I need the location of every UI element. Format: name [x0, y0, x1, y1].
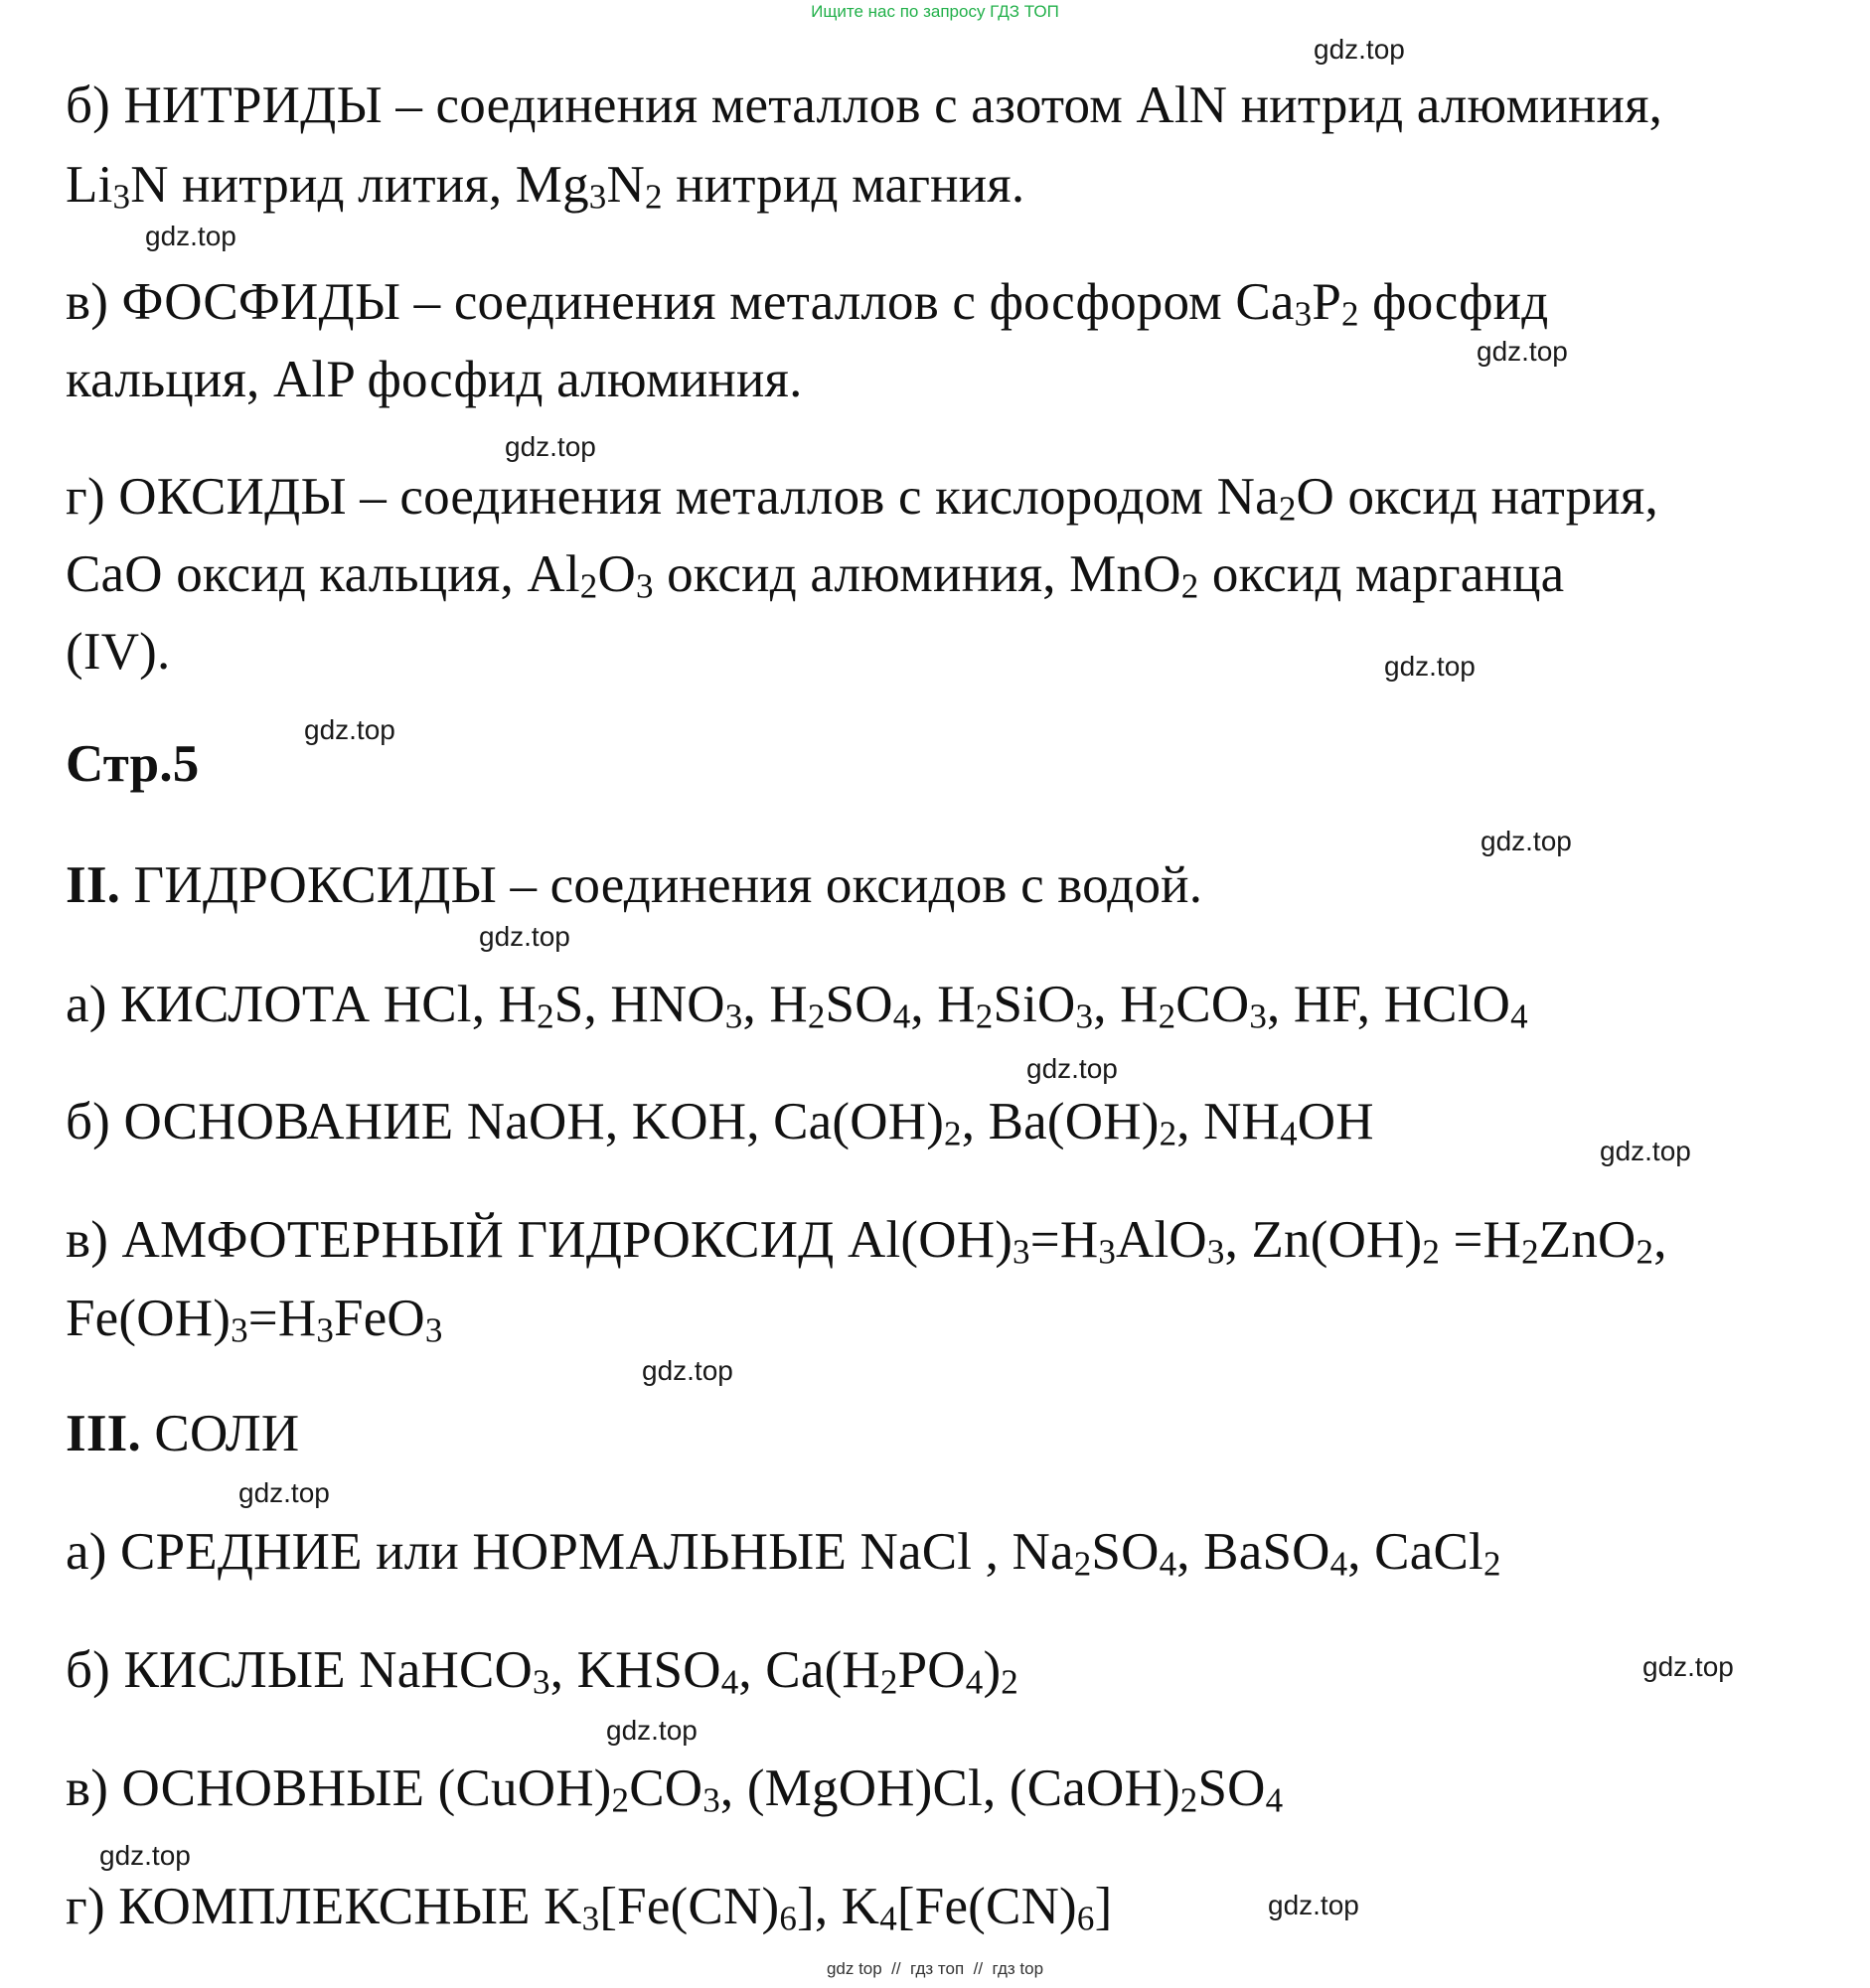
watermark: gdz.top [1268, 1890, 1359, 1920]
oxides-line-2: CaO оксид кальция, $Al_2O_3$ оксид алюминия, MnO$_2$ оксид марганца [66, 545, 1565, 606]
nitrides-line-2: $Li_3N$ нитрид лития, $Mg_3N_2$ нитрид магния. [66, 156, 1025, 217]
watermark: gdz.top [1642, 1651, 1734, 1682]
watermark: gdz.top [505, 431, 596, 462]
watermark: gdz.top [1384, 651, 1476, 682]
complex-salts-line: г) КОМПЛЕКСНЫЕ $K_3[Fe(CN)_6]$, $K_4[Fe(CN)_6]$ [66, 1878, 1113, 1938]
watermark: gdz.top [479, 921, 570, 952]
oxides-line-3: (IV). [66, 623, 171, 681]
phosphides-line-2: кальция, AlP фосфид алюминия. [66, 351, 803, 408]
watermark: gdz.top [606, 1715, 698, 1746]
watermark: gdz.top [99, 1840, 191, 1871]
watermark: gdz.top [145, 221, 236, 251]
amphoteric-line-1: в) АМФОТЕРНЫЙ ГИДРОКСИД $Al(OH)_3=H_3AlO_3$, $Zn(OH)_2 =H_2ZnO_2$, [66, 1211, 1667, 1272]
hydroxides-heading: II. ГИДРОКСИДЫ – соединения оксидов с водой. [66, 856, 1203, 914]
normal-salts-line: а) СРЕДНИЕ или НОРМАЛЬНЫЕ NaCl , $Na_2SO_4$, BaSO$_4$, CaCl$_2$ [66, 1523, 1501, 1584]
watermark: gdz.top [1480, 826, 1572, 856]
watermark: gdz.top [1600, 1136, 1691, 1166]
acids-line: а) КИСЛОТА HCl, $H_2S$, $HNO_3$, $H_2SO_4$, $H_2SiO_3$, $H_2CO_3$, HF, HClO$_4$ [66, 976, 1528, 1036]
basic-salts-line: в) ОСНОВНЫЕ $(CuOH)_2CO_3$, (MgOH)Cl, $(CaOH)_2SO_4$ [66, 1759, 1284, 1820]
watermark: gdz.top [304, 714, 395, 745]
search-banner: Ищите нас по запросу ГДЗ ТОП [811, 2, 1059, 21]
watermark: gdz.top [1026, 1053, 1118, 1084]
watermark: gdz.top [1477, 336, 1568, 367]
phosphides-line-1: в) ФОСФИДЫ – соединения металлов с фосфором $Ca_3P_2$ фосфид [66, 273, 1549, 334]
watermark: gdz.top [238, 1477, 330, 1508]
amphoteric-line-2: $Fe(OH)_3=H_3FeO_3$ [66, 1290, 443, 1350]
nitrides-line-1: б) НИТРИДЫ – соединения металлов с азотом AlN нитрид алюминия, [66, 76, 1663, 134]
watermark: gdz.top [1314, 34, 1405, 65]
oxides-line-1: г) ОКСИДЫ – соединения металлов с кислородом $Na_2O$ оксид натрия, [66, 468, 1658, 529]
bases-line: б) ОСНОВАНИЕ NaOH, KOH, $Ca(OH)_2$, $Ba(OH)_2$, $NH_4OH$ [66, 1093, 1374, 1153]
footer-links: gdz top // гдз топ // гдз top [826, 1959, 1044, 1978]
acid-salts-line: б) КИСЛЫЕ NaHCO$_3$, $KHSO_4$, $Ca(H_2PO_4)_2$ [66, 1641, 1018, 1702]
salts-heading: III. СОЛИ [66, 1405, 300, 1462]
watermark: gdz.top [642, 1355, 733, 1386]
page-heading: Стр.5 [66, 735, 200, 793]
